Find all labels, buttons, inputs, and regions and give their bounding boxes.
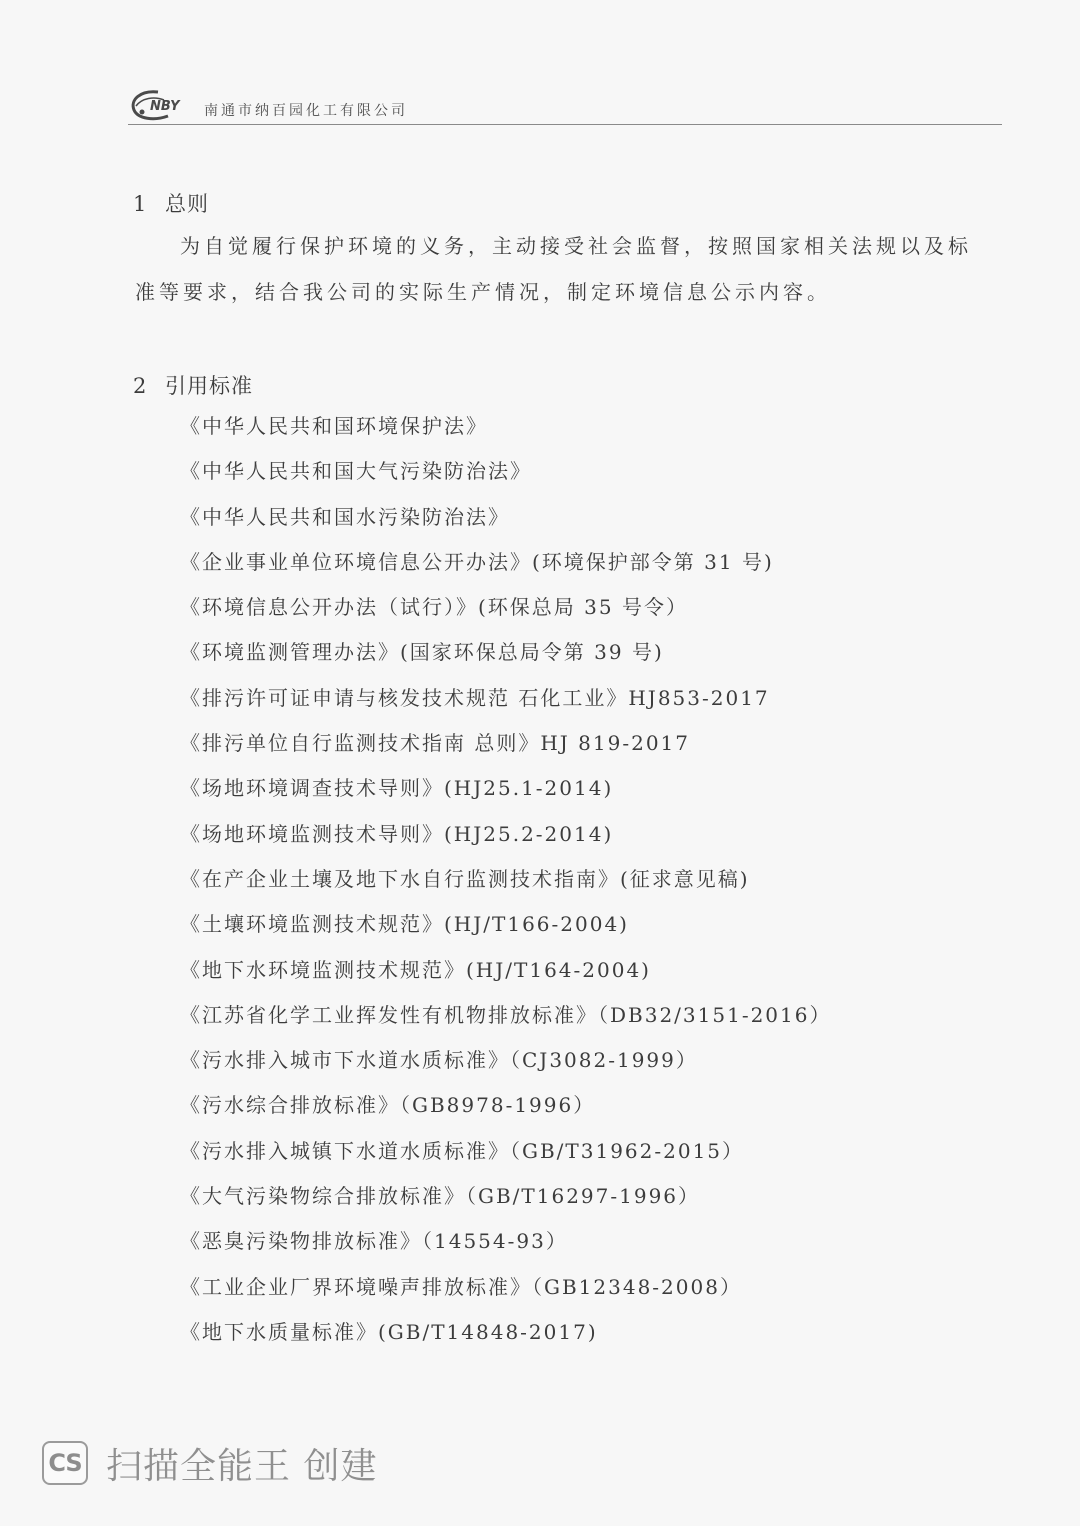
reference-item: 《大气污染物综合排放标准》（GB/T16297-1996） bbox=[180, 1184, 701, 1209]
page-header bbox=[128, 86, 1003, 126]
section-2-heading bbox=[133, 370, 253, 400]
section-1-number: 1 bbox=[133, 192, 148, 216]
section-1-paragraph-line-2: 准等要求，结合我公司的实际生产情况，制定环境信息公示内容。 bbox=[135, 280, 831, 304]
reference-item: 《污水排入城镇下水道水质标准》（GB/T31962-2015） bbox=[180, 1138, 745, 1163]
reference-item: 《中华人民共和国环境保护法》 bbox=[180, 414, 488, 438]
reference-item: 《场地环境监测技术导则》(HJ25.2-2014) bbox=[180, 821, 614, 846]
reference-item: 《地下水环境监测技术规范》(HJ/T164-2004) bbox=[180, 957, 651, 982]
reference-item: 《环境信息公开办法（试行）》(环保总局 35 号令） bbox=[180, 595, 688, 620]
reference-item: 《污水综合排放标准》（GB8978-1996） bbox=[180, 1093, 596, 1118]
company-logo bbox=[128, 86, 198, 124]
section-2-title: 引用标准 bbox=[165, 374, 253, 398]
section-1-heading bbox=[133, 188, 209, 218]
scanner-watermark bbox=[42, 1440, 377, 1486]
logo-text: NBY bbox=[150, 99, 180, 114]
section-1-paragraph-line-1: 为自觉履行保护环境的义务，主动接受社会监督，按照国家相关法规以及标 bbox=[180, 234, 972, 258]
reference-item: 《中华人民共和国大气污染防治法》 bbox=[180, 459, 532, 484]
company-name: 南通市纳百园化工有限公司 bbox=[204, 103, 408, 119]
reference-item: 《土壤环境监测技术规范》(HJ/T166-2004) bbox=[180, 912, 629, 937]
reference-item: 《排污单位自行监测技术指南 总则》HJ 819-2017 bbox=[180, 731, 691, 756]
reference-item: 《环境监测管理办法》(国家环保总局令第 39 号) bbox=[180, 640, 664, 665]
reference-item: 《恶臭污染物排放标准》（14554-93） bbox=[180, 1229, 568, 1254]
reference-item: 《地下水质量标准》(GB/T14848-2017) bbox=[180, 1319, 598, 1344]
reference-item: 《排污许可证申请与核发技术规范 石化工业》HJ853-2017 bbox=[180, 685, 770, 710]
camscanner-badge-icon: CS bbox=[42, 1441, 88, 1485]
reference-item: 《污水排入城市下水道水质标准》（CJ3082-1999） bbox=[180, 1048, 698, 1073]
section-1-title: 总则 bbox=[165, 192, 209, 216]
reference-item: 《中华人民共和国水污染防治法》 bbox=[180, 504, 510, 529]
header-divider bbox=[128, 124, 1002, 125]
reference-item: 《场地环境调查技术导则》(HJ25.1-2014) bbox=[180, 776, 614, 801]
watermark-text: 扫描全能王 创建 bbox=[106, 1445, 378, 1487]
reference-item: 《企业事业单位环境信息公开办法》(环境保护部令第 31 号) bbox=[180, 549, 774, 574]
reference-item: 《江苏省化学工业挥发性有机物排放标准》（DB32/3151-2016） bbox=[180, 1002, 832, 1027]
reference-list bbox=[180, 404, 831, 1355]
reference-item: 《在产企业土壤及地下水自行监测技术指南》(征求意见稿) bbox=[180, 866, 750, 891]
section-2-number: 2 bbox=[133, 374, 148, 398]
reference-item: 《工业企业厂界环境噪声排放标准》（GB12348-2008） bbox=[180, 1274, 742, 1299]
